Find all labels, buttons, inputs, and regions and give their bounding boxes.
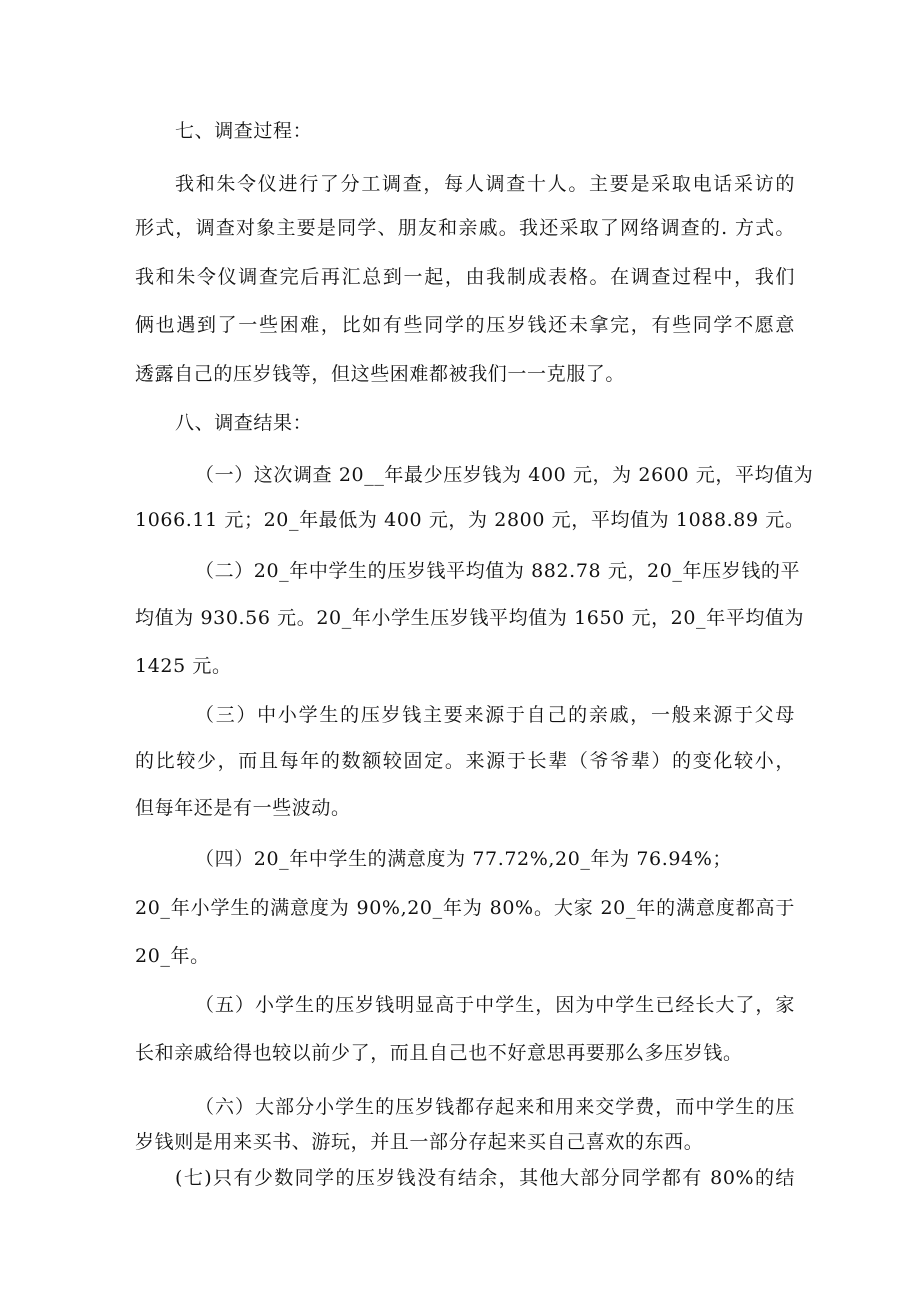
- result-line: (七)只有少数同学的压岁钱没有结余，其他大部分同学都有 80%的结: [175, 1167, 795, 1189]
- result-line: （五）小学生的压岁钱明显高于中学生，因为中学生已经长大了，家: [195, 994, 795, 1016]
- result-line: 1425 元。: [135, 655, 232, 677]
- paragraph-line: 我和朱令仪调查完后再汇总到一起，由我制成表格。在调查过程中，我们: [135, 266, 795, 288]
- paragraph-line: 形式，调查对象主要是同学、朋友和亲戚。我还采取了网络调查的. 方式。: [135, 217, 795, 239]
- section-heading-results: 八、调查结果：: [175, 412, 313, 434]
- result-line: 1066.11 元；20_年最低为 400 元，为 2800 元，平均值为 1088.89 元。: [135, 509, 805, 531]
- result-line: 的比较少，而且每年的数额较固定。来源于长辈（爷爷辈）的变化较小，: [135, 750, 795, 772]
- result-line: 但每年还是有一些波动。: [135, 797, 351, 819]
- result-line: （二）20_年中学生的压岁钱平均值为 882.78 元，20_年压岁钱的平: [195, 560, 801, 582]
- paragraph-line: 俩也遇到了一些困难，比如有些同学的压岁钱还未拿完，有些同学不愿意: [135, 314, 795, 336]
- result-line: （一）这次调查 20__年最少压岁钱为 400 元，为 2600 元，平均值为: [195, 464, 814, 486]
- result-line: 长和亲戚给得也较以前少了，而且自己也不好意思再要那么多压岁钱。: [135, 1042, 743, 1064]
- result-line: 岁钱则是用来买书、游玩，并且一部分存起来买自己喜欢的东西。: [135, 1131, 704, 1153]
- result-line: 均值为 930.56 元。20_年小学生压岁钱平均值为 1650 元，20_年平均值为: [135, 607, 805, 629]
- paragraph-line: 透露自己的压岁钱等，但这些困难都被我们一一克服了。: [135, 363, 626, 385]
- result-line: 20_年。: [135, 945, 210, 967]
- section-heading-process: 七、调查过程：: [175, 120, 313, 142]
- result-line: 20_年小学生的满意度为 90%,20_年为 80%。大家 20_年的满意度都高于: [135, 897, 795, 919]
- result-line: （四）20_年中学生的满意度为 77.72%,20_年为 76.94%；: [195, 848, 732, 870]
- paragraph-line: 我和朱令仪进行了分工调查，每人调查十人。主要是采取电话采访的: [175, 173, 795, 195]
- result-line: （六）大部分小学生的压岁钱都存起来和用来交学费，而中学生的压: [195, 1096, 795, 1118]
- result-line: （三）中小学生的压岁钱主要来源于自己的亲戚，一般来源于父母: [195, 704, 795, 726]
